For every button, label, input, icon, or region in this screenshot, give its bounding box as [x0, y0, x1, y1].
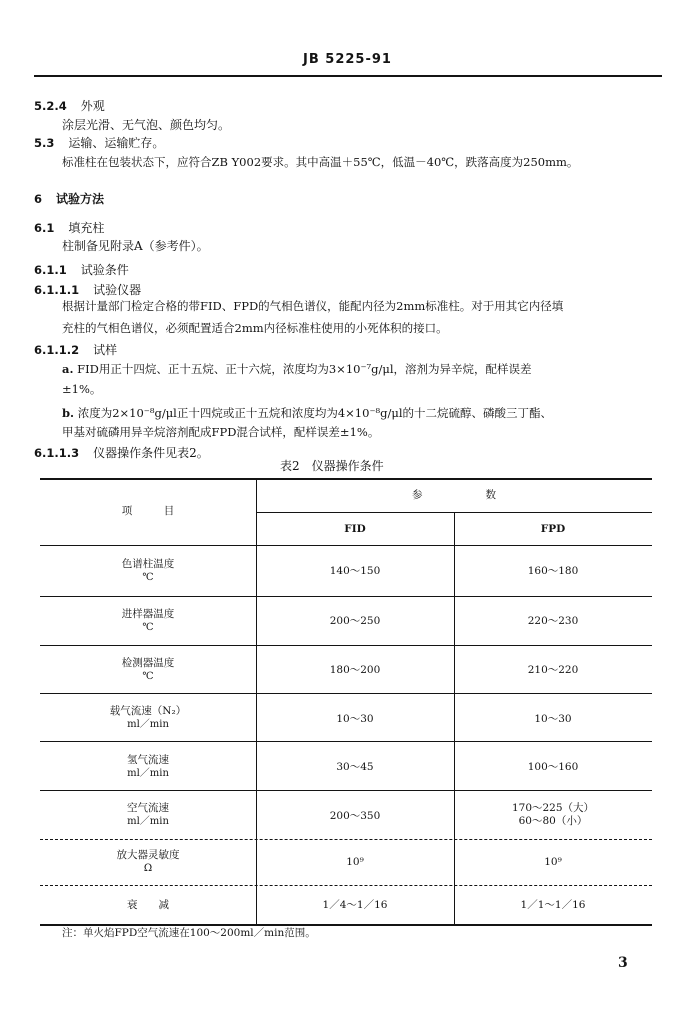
table-row-item	[40, 657, 256, 683]
section-title: 运输、运输贮存。	[68, 136, 165, 150]
header-rule	[34, 75, 662, 77]
header-fid: FID	[344, 523, 366, 535]
section-6-1-heading	[34, 219, 104, 236]
row-fpd-value: 10⁹	[544, 856, 562, 868]
table-row-item	[40, 558, 256, 584]
section-title: 试验仪器	[93, 283, 142, 297]
row-fpd-value-large: 170～225（大）	[511, 802, 595, 814]
section-text: 仪器操作条件见表2。	[93, 446, 209, 460]
row-item-unit: ml／min	[127, 768, 169, 779]
header-params: 参 数	[412, 489, 496, 501]
section-6-1-text: 柱制备见附录A（参考件）。	[62, 239, 209, 253]
table-note: 注：单火焰FPD空气流速在100～200ml／min范围。	[62, 927, 316, 939]
row-fpd-value: 210～220	[527, 664, 579, 676]
table-header-rule	[40, 545, 652, 546]
table-row-rule	[40, 741, 652, 742]
section-5-2-4-text: 涂层光滑、无气泡、颜色均匀。	[62, 118, 231, 132]
table-row-rule	[40, 839, 652, 840]
section-title: 试验方法	[56, 192, 105, 206]
row-item-unit: ml／min	[127, 816, 169, 827]
section-title: 填充柱	[68, 221, 105, 235]
row-item-label: 色谱柱温度	[121, 558, 175, 570]
row-fid-value: 10～30	[336, 713, 374, 725]
sample-a-line-1	[62, 358, 532, 380]
section-6-1-1-heading	[34, 261, 129, 278]
section-5-3-heading	[34, 134, 164, 151]
row-fid-value: 180～200	[329, 664, 381, 676]
section-title: 外观	[80, 99, 105, 113]
table-row-item	[40, 849, 256, 875]
row-item-label: 氢气流速	[127, 754, 169, 766]
standard-code-header: JB 5225-91	[303, 52, 392, 67]
section-title: 试验条件	[80, 263, 129, 277]
section-number: 6.1.1.2	[34, 343, 80, 357]
table-title: 表2 仪器操作条件	[280, 459, 384, 473]
section-number: 6.1.1.1	[34, 283, 80, 297]
item-text: 浓度为2×10⁻⁸g/μl正十四烷或正十五烷和浓度均为4×10⁻⁸g/μl的十二烷硫醇、磷酸三丁酯、	[77, 406, 553, 420]
section-6-1-1-1-line-1: 根据计量部门检定合格的带FID、FPD的气相色谱仪，能配内径为2mm标准柱。对于用其它内径填	[62, 299, 564, 313]
row-fpd-value	[454, 802, 652, 828]
row-fid-value: 30～45	[336, 761, 374, 773]
row-item-label: 放大器灵敏度	[116, 849, 180, 861]
row-item-label: 进样器温度	[121, 608, 175, 620]
item-label: b.	[62, 406, 75, 420]
section-5-3-text: 标准柱在包装状态下，应符合ZB Y002要求。其中高温＋55℃，低温－40℃，跌落高度为250mm。	[62, 155, 579, 169]
table-row-rule	[40, 790, 652, 791]
row-item-unit: ml／min	[127, 719, 169, 730]
section-number: 6.1.1	[34, 263, 67, 277]
table-row-rule	[40, 885, 652, 886]
row-fid-value: 200～350	[329, 810, 381, 822]
table-top-rule	[40, 478, 652, 480]
sample-a-line-2: ±1%。	[62, 382, 102, 396]
row-fid-value: 10⁹	[346, 856, 364, 868]
row-fid-value: 140～150	[329, 565, 381, 577]
sample-b-line-2: 甲基对硫磷用异辛烷溶剂配成FPD混合试样，配样误差±1%。	[62, 425, 380, 439]
row-fid-value: 200～250	[329, 615, 381, 627]
row-fpd-value: 100～160	[527, 761, 579, 773]
table-row-rule	[40, 645, 652, 646]
section-number: 6.1	[34, 221, 55, 235]
section-6-1-1-1-line-2: 充柱的气相色谱仪，必须配置适合2mm内径标准柱使用的小死体积的接口。	[62, 321, 448, 335]
row-fid-value: 1／4～1／16	[322, 899, 388, 911]
table-row-item	[40, 705, 256, 731]
row-item-unit: ℃	[142, 622, 154, 633]
header-item: 项 目	[121, 505, 175, 517]
header-fpd: FPD	[540, 523, 566, 535]
item-text: FID用正十四烷、正十五烷、正十六烷，浓度均为3×10⁻⁷g/μl，溶剂为异辛烷，配样误差	[77, 362, 532, 376]
table-row-item	[40, 754, 256, 780]
section-number: 5.3	[34, 136, 55, 150]
section-6-1-1-2-heading	[34, 341, 117, 358]
table-row-item: 衰 减	[127, 899, 169, 911]
table-row-item	[40, 608, 256, 634]
row-item-label: 空气流速	[127, 802, 169, 814]
row-fpd-value: 160～180	[527, 565, 579, 577]
table-row-rule	[40, 693, 652, 694]
row-fpd-value-small: 60～80（小）	[518, 815, 588, 827]
table-row-rule	[40, 596, 652, 597]
row-item-label: 载气流速（N₂）	[109, 705, 187, 717]
section-number: 5.2.4	[34, 99, 67, 113]
row-fpd-value: 1／1～1／16	[520, 899, 586, 911]
section-6-1-1-3-heading	[34, 444, 209, 461]
section-number: 6	[34, 192, 43, 206]
section-title: 试样	[93, 343, 118, 357]
row-item-unit: Ω	[143, 863, 153, 874]
item-label: a.	[62, 362, 74, 376]
row-item-unit: ℃	[142, 572, 154, 583]
row-item-label: 检测器温度	[121, 657, 175, 669]
row-item-unit: ℃	[142, 671, 154, 682]
page-number: 3	[618, 955, 628, 971]
row-fpd-value: 220～230	[527, 615, 579, 627]
table-row-item	[40, 802, 256, 828]
section-6-heading	[34, 190, 104, 207]
section-number: 6.1.1.3	[34, 446, 80, 460]
section-5-2-4-heading	[34, 97, 105, 114]
row-fpd-value: 10～30	[534, 713, 572, 725]
